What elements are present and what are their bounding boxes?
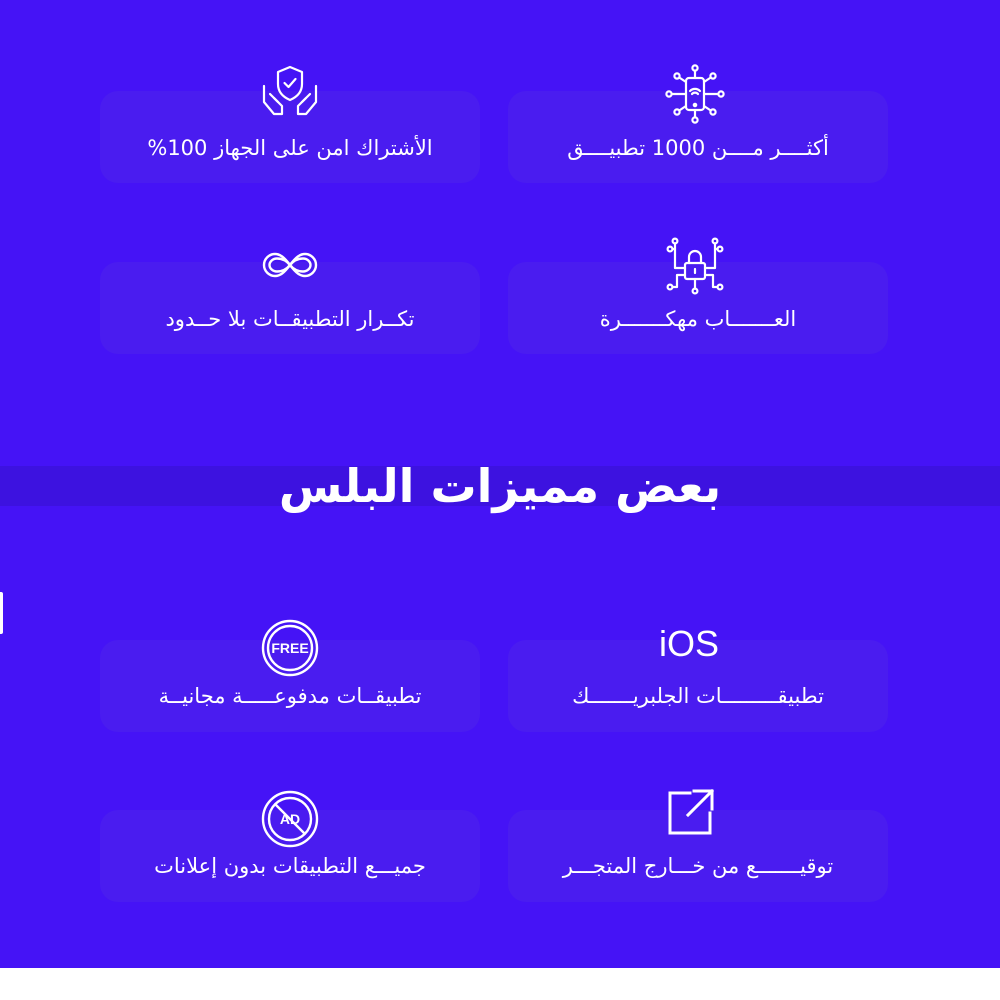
external-link-icon bbox=[660, 783, 720, 843]
section-title: بعض مميزات البلس bbox=[278, 459, 722, 513]
ios-icon bbox=[659, 612, 719, 672]
free-badge-text: FREE bbox=[271, 640, 309, 656]
edge-marker bbox=[0, 592, 3, 634]
feature-label: تطبيقــات مدفوعـــــة مجانيــة bbox=[158, 684, 422, 708]
shield-hands-icon bbox=[260, 62, 320, 122]
feature-label: العـــــــاب مهكـــــــرة bbox=[599, 307, 797, 331]
feature-label: الأشتراك امن على الجهاز 100% bbox=[147, 136, 433, 160]
feature-label: توقيـــــــع من خـــارج المتجـــر bbox=[562, 854, 834, 878]
no-ads-icon bbox=[260, 789, 320, 849]
network-phone-icon bbox=[665, 64, 725, 124]
feature-label: تطبيقـــــــــات الجلبريـــــــك bbox=[572, 684, 824, 708]
feature-label: تكــرار التطبيقــات بلا حــدود bbox=[165, 307, 415, 331]
circuit-lock-icon bbox=[665, 235, 725, 295]
infinity-icon bbox=[260, 235, 320, 295]
no-ads-text: AD bbox=[279, 811, 301, 827]
ios-icon-text: iOS bbox=[659, 623, 719, 664]
free-badge-icon bbox=[260, 618, 320, 678]
feature-label: أكثــــر مــــن 1000 تطبيــــق bbox=[567, 136, 829, 160]
feature-label: جميـــع التطبيقات بدون إعلانات bbox=[154, 854, 426, 878]
